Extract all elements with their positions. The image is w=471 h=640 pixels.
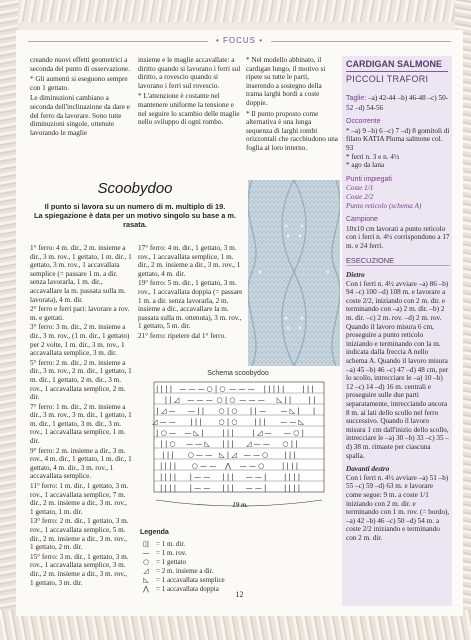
- intro-column-2: [138, 56, 242, 129]
- legend-item: [140, 540, 250, 549]
- svg-text:— — —: — — —: [179, 385, 205, 393]
- svg-text:○ | |: ○ | |: [282, 440, 298, 448]
- stitch-item: Punto reticolo (schema A): [346, 201, 422, 210]
- back-heading: Dietro: [346, 271, 365, 280]
- svg-text:| | |: | | |: [222, 473, 234, 481]
- magazine-page: [16, 30, 463, 616]
- sidebar-body: [346, 94, 450, 543]
- legend-item-label: = 1 m. dir.: [156, 540, 186, 548]
- intro-column-3: [246, 56, 338, 155]
- chart-title: Schema scoobydoo: [207, 370, 269, 377]
- svg-text:— — ○: — — ○: [239, 462, 265, 470]
- svg-text:| | |: | | |: [162, 451, 174, 459]
- gauge-label: Campione: [346, 216, 378, 224]
- row-instruction: 19° ferro: 5 m. dir., 1 gettato, 3 m. rov., 1 accavallata doppia (= passare 1 m. a dir. senza lavorarla, 2 m. insieme a dir., accavallare la m. passata sulla m. ottenuta), 3 m. rov., 1 gettato, 5 m. dir.: [138, 279, 243, 331]
- gauge-value: 10x10 cm lavorati a punto reticolo con i ferri n. 4½ corrispondono a 17 m. e 24 ferri.: [346, 224, 450, 250]
- pattern-subtitle-line: Il punto si lavora su un numero di m. multiplo di 19.: [44, 202, 226, 211]
- svg-text:○ | ○: ○ | ○: [216, 396, 236, 404]
- intro-paragraph: creando nuovi effetti geometrici a seconda del punto di osservazione.: [30, 56, 130, 73]
- row-instruction: 13° ferro: 2 m. dir., 1 gettato, 3 m. rov., 1 accavallata semplice, 5 m. dir., 2 m. insieme a dir., 3 m. rov., 1 gettato, 2 m. dir.: [30, 517, 129, 552]
- svg-text:— — |: — — |: [245, 473, 267, 481]
- svg-text:— — —: — — —: [187, 396, 213, 404]
- intro-paragraph: insieme e le maglie accavallate: a diritto quando si lavorano i ferri sul diritto, a rovescio quando si lavorano i ferri sul rovescio.: [138, 56, 241, 90]
- svg-text:○ — —: ○ — —: [187, 451, 213, 459]
- svg-text:| | |: | | |: [254, 418, 266, 426]
- svg-text:| | ◿: | | ◿: [164, 396, 180, 404]
- intro-column-1: [30, 56, 132, 139]
- svg-text:| — —: | — —: [189, 484, 211, 492]
- svg-text:— ◺ |: — ◺ |: [184, 429, 204, 437]
- sidebar-subtitle: PICCOLI TRAFORI: [346, 74, 429, 84]
- row-instruction: 1° ferro: 4 m. dir., 2 m. insieme a dir., 3 m. rov., 1 gettato, 1 m. dir., 1 gettato, 3 m. rov., 1 accavallata semplice (= passare 1 m. a dir. senza lavorarla, 1 m. dir., accavallare la m. passata sulla m. lavorata), 4 m. dir.: [30, 244, 132, 304]
- row-instruction: 9° ferro: 2 m. insieme a dir., 3 m. rov., 4 m. dir., 1 gettato, 1 m. dir., 1 gettato, 4 m. dir., 3 m. rov., 1 accavallata semplice.: [30, 446, 132, 481]
- sizes-label: Taglie:: [346, 95, 367, 102]
- swatch-texture: [248, 180, 340, 366]
- fur-background-top: [0, 0, 471, 22]
- intro-paragraph: * Nel modello abbinato, il cardigan lungo, il motivo si ripete su tutte le parti, inserendo a sostegno della trama larghi bordi a coste doppie.: [246, 56, 326, 107]
- legend-item: [140, 567, 250, 576]
- svg-text:| — —: | — —: [189, 473, 211, 481]
- back-instructions: Con i ferri n. 4½ avviare –a) 86 –b) 94 –c) 100 –d) 108 m. e lavorare a coste 2/2, iniziando con 2 m. dir. e terminando con –a) 2 m. dir. –b) 2 m. dir. –c) 2 m. rov. –d) 2 m. rov. Quando il lavoro misura 6 cm, proseguire a punto reticolo iniziando e terminando con la m. indicata dalla freccia A nello schema A. Quando il lavoro misura –a) 45 –b) 46 –c) 47 –d) 48 cm, per lo scollo, intrecciare le –a) 10 –b) 12 –c) 14 –d) 16 m. centrali e proseguire sulle due parti separatamente, intrecciando ancora 8 m. ai lati dello scollo nel ferro successivo. Quando il lavoro misura 1 cm dall'inizio dello scollo, intrecciare le –a) 30 –b) 33 –c) 35 –d) 38 m. rimaste per ciascuna spalla.: [346, 279, 449, 460]
- header-rule-left: [28, 41, 208, 42]
- svg-text:— ○ |: — ○ |: [284, 429, 304, 437]
- legend-item-label: = 1 accavallata doppia: [156, 585, 219, 593]
- svg-text:| ◿ —: | ◿ —: [252, 429, 272, 437]
- legend-title: Legenda: [140, 529, 169, 536]
- svg-text:| | | | |: | | | | |: [263, 385, 285, 393]
- header-rule-right: [271, 41, 451, 42]
- materials-value: * –a) 9 –b) 6 –c) 7 –d) 8 gomitoli di filato KATIA Pluma salmone col. 93: [346, 126, 450, 152]
- svg-text:| | |: | | |: [190, 418, 202, 426]
- svg-text:◺ | |: ◺ | |: [276, 396, 292, 404]
- purl-stitch-icon: —: [142, 549, 150, 557]
- svg-text:| |: | |: [308, 396, 316, 404]
- row-instruction: 15° ferro: 3 m. dir., 1 gettato, 3 m. rov., 1 accavallata semplice, 3 m. dir., 2 m. insieme a dir., 3 m. rov., 1 gettato, 3 m. dir.: [30, 552, 129, 587]
- svg-text:| | |: | | |: [222, 429, 234, 437]
- row-instruction: 5° ferro: 2 m. dir., 2 m. insieme a dir., 3 m. rov., 2 m. dir., 1 gettato, 1 m. dir., 1 gettato, 2 m. dir., 3 m. rov., 1 accavallata semplice, 2 m. dir.: [30, 358, 132, 402]
- svg-text:— — ◺: — — ◺: [280, 418, 304, 426]
- svg-text:| | |: | | |: [222, 484, 234, 492]
- intro-paragraph: * Il punto proposto come alternativa è una lunga sequenza di larghi rombi orizzontali che racchiudono una foglia al loro interno.: [246, 109, 338, 152]
- svg-text:○ | ○: ○ | ○: [218, 407, 238, 415]
- svg-text:— — —: — — —: [239, 396, 265, 404]
- svg-text:— — ◺: — — ◺: [186, 440, 210, 448]
- skpo-icon: ◺: [143, 576, 149, 584]
- knit-stitch-icon: ▯|: [142, 540, 150, 548]
- instructions-middle: [138, 244, 244, 342]
- svg-text:| | |: | | |: [302, 385, 314, 393]
- svg-text:— — —: — — —: [229, 385, 255, 393]
- legend-item: [140, 558, 250, 567]
- svg-text:| ◿ —: | ◿ —: [156, 407, 176, 415]
- chart-grid: [152, 380, 330, 514]
- pattern-sidebar: [342, 56, 452, 606]
- page-number: 12: [235, 590, 244, 599]
- chart-repeat-label: 19 m.: [232, 501, 248, 509]
- execution-heading: ESECUZIONE: [346, 257, 450, 267]
- svg-text:○ | ○: ○ | ○: [206, 385, 226, 393]
- legend-item-label: = 1 m. rov.: [156, 549, 187, 557]
- pattern-title: Scoobydoo: [97, 180, 173, 197]
- intro-paragraph: Le diminuzioni cambiano a seconda dell'inclinazione da dare e del ferro da lavorare. Sono tutte diminuzioni singole, ottenute lavorando le maglie: [30, 94, 130, 137]
- svg-text:◿ — —: ◿ — —: [246, 440, 270, 448]
- k2tog-icon: ◿: [143, 567, 149, 575]
- svg-text:⋀: ⋀: [225, 462, 231, 470]
- svg-text:| | | |: | | | |: [159, 462, 177, 470]
- sidebar-title: CARDIGAN SALMONE: [346, 59, 448, 72]
- row-instruction: 3° ferro: 3 m. dir., 2 m. insieme a dir., 3 m. rov., (1 m. dir., 1 gettato) per 2 volte, 1 m. dir., 3 m. rov., 1 accavallata semplice, 3 m. dir.: [30, 323, 130, 358]
- intro-paragraph: * L'attenzione è costante nel mantenere uniforme la tensione e nel seguire lo scambio delle maglie nello sviluppo di ogni rombo.: [138, 92, 240, 127]
- svg-text:| | | |: | | | |: [281, 462, 299, 470]
- svg-text:| | | |: | | | |: [283, 484, 301, 492]
- svg-text:◿ — —: ◿ — —: [152, 418, 176, 426]
- stitch-item: Coste 1/1: [346, 184, 374, 193]
- stitch-item: Coste 2/2: [346, 192, 374, 201]
- right-front-heading: Davanti destro: [346, 465, 390, 474]
- svg-text:|: |: [312, 407, 316, 415]
- sizes-value: –a) 42-44 –b) 46-48 –c) 50-52 –d) 54-56: [346, 94, 449, 112]
- svg-text:| ○ —: | ○ —: [156, 429, 176, 437]
- knitting-chart: [152, 380, 330, 514]
- pattern-subtitle: [30, 202, 240, 229]
- svg-text:— | |: — | |: [187, 407, 205, 415]
- svg-text:| | ○: | | ○: [160, 440, 176, 448]
- svg-text:| | |: | | |: [284, 451, 296, 459]
- knit-swatch-photo: [248, 180, 340, 366]
- legend-item-label: = 1 accavallata semplice: [156, 576, 225, 584]
- svg-text:— — |: — — |: [245, 484, 267, 492]
- legend-item-label: = 2 m. insieme a dir.: [156, 567, 214, 575]
- materials-label: Occorrente: [346, 118, 381, 126]
- svg-text:◺ | ◿: ◺ | ◿: [219, 451, 237, 459]
- row-instruction: 7° ferro: 1 m. dir., 2 m. insieme a dir., 3 m. rov., 3 m. dir., 1 gettato, 1 m. dir., 1 gettato, 3 m. dir., 3 m. rov., 1 accavallata semplice, 1 m. dir.: [30, 402, 132, 446]
- right-front-instructions: Con i ferri n. 4½ avviare –a) 51 –b) 55 –c) 59 –d) 63 m. e lavorare come segue: 9 m. a coste 1/1 iniziando con 2 m. dir. e terminando con 1 m. rov. (= bordo), –a) 42 –b) 46 –c) 50 –d) 54 m. a coste 2/2 iniziando e terminando con 2 m. dir.: [346, 473, 450, 542]
- instructions-left: [30, 244, 132, 588]
- section-header: [16, 36, 463, 45]
- svg-text:| | | |: | | | |: [159, 473, 177, 481]
- svg-text:| | |: | | |: [222, 440, 234, 448]
- legend-item: [140, 549, 250, 558]
- svg-text:○ | ○: ○ | ○: [218, 418, 238, 426]
- svg-text:— — ○: — — ○: [243, 451, 269, 459]
- yarn-over-icon: ○: [142, 558, 150, 566]
- svg-text:| | | |: | | | |: [159, 484, 177, 492]
- svg-text:— ◺ |: — ◺ |: [280, 407, 300, 415]
- needle-value: * ago da lana: [346, 161, 385, 170]
- intro-paragraph: * Gli aumenti si eseguono sempre con 1 gettato.: [30, 75, 128, 92]
- pattern-subtitle-line: La spiegazione è data per un motivo singolo su base a m. rasata.: [33, 211, 237, 229]
- svg-text:| | | |: | | | |: [283, 473, 301, 481]
- svg-text:| | —: | | —: [249, 407, 267, 415]
- row-instruction: 21° ferro: ripetere dal 1° ferro.: [138, 331, 226, 340]
- row-instruction: 17° ferro: 4 m. dir., 1 gettato, 3 m. rov., 1 accavallata semplice, 1 m. dir., 2 m. insieme a dir., 3 m. rov., 1 gettato, 4 m. dir.: [138, 244, 241, 278]
- header-label: • FOCUS •: [215, 36, 264, 45]
- chart-legend: [140, 528, 250, 594]
- legend-item: [140, 576, 250, 585]
- row-instruction: 11° ferro: 1 m. dir., 1 gettato, 3 m. rov., 1 accavallata semplice, 7 m. dir., 2 m. insieme a dir., 3 m. rov., 1 gettato, 1 m. dir.: [30, 482, 129, 516]
- row-instruction: 2° ferro e ferri pari: lavorare a rov. m. e gettati.: [30, 305, 130, 322]
- needles-value: * ferri n. 3 e n. 4½: [346, 152, 400, 161]
- legend-item-label: = 1 gettato: [156, 558, 186, 566]
- svg-text:| | | |: | | | |: [155, 385, 173, 393]
- svg-text:○ — —: ○ — —: [191, 462, 217, 470]
- stitches-label: Punti impiegati: [346, 175, 392, 183]
- double-decrease-icon: ⋀: [143, 585, 149, 593]
